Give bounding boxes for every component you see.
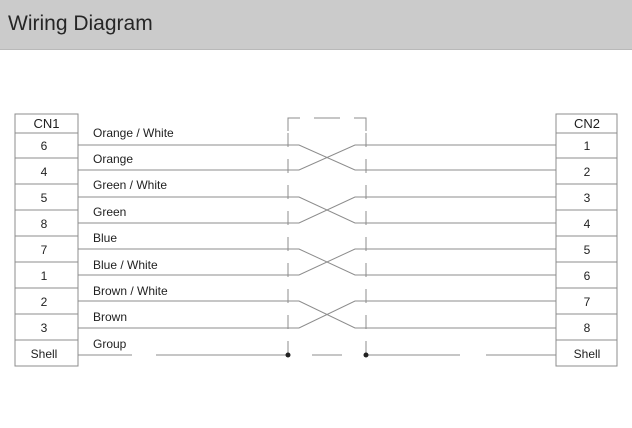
wire-path (78, 197, 556, 223)
left-pin-label: 6 (40, 139, 48, 153)
right-pin-label: 4 (583, 217, 591, 231)
left-pin-label: Shell (30, 347, 58, 361)
right-pin-label: 6 (583, 269, 591, 283)
wire-path (78, 145, 556, 170)
twisted-pair-4 (78, 301, 556, 328)
wire-label: Brown / White (93, 284, 168, 298)
left-pin-label: 4 (40, 165, 48, 179)
right-pin-label: 2 (583, 165, 591, 179)
shield-corner (288, 118, 300, 131)
right-pin-label: 3 (583, 191, 591, 205)
left-pin-label: 1 (40, 269, 48, 283)
right-pin-label: 8 (583, 321, 591, 335)
shield-box (288, 118, 366, 355)
wire-path (78, 145, 556, 170)
wire-path (78, 197, 556, 223)
wire-label: Brown (93, 310, 128, 324)
page-title: Wiring Diagram (8, 12, 153, 35)
wire-path (78, 301, 556, 328)
wire-label: Blue (93, 231, 118, 245)
wire-label: Orange (93, 152, 134, 166)
wire-label: Orange / White (93, 126, 174, 140)
wire-label: Green (93, 205, 127, 219)
wire-label: Green / White (93, 178, 168, 192)
shield-corner (354, 118, 366, 131)
right-connector (556, 114, 617, 366)
right-pin-label: 1 (583, 139, 591, 153)
left-pin-label: 5 (40, 191, 48, 205)
left-pin-label: 3 (40, 321, 48, 335)
wire-label: Blue / White (93, 258, 158, 272)
left-pin-label: 2 (40, 295, 48, 309)
wire-path (78, 301, 556, 328)
wire-label: Group (93, 337, 127, 351)
left-connector (15, 114, 78, 366)
shield-junction-dot (364, 353, 369, 358)
right-pin-label: Shell (573, 347, 601, 361)
left-pin-label: 7 (40, 243, 48, 257)
left-pin-label: 8 (40, 217, 48, 231)
shield-junction-dot (286, 353, 291, 358)
right-connector-name: CN2 (573, 116, 601, 131)
right-pin-label: 5 (583, 243, 591, 257)
twisted-pair-1 (78, 145, 556, 170)
twisted-pair-2 (78, 197, 556, 223)
right-pin-label: 7 (583, 295, 591, 309)
left-connector-name: CN1 (33, 116, 60, 131)
